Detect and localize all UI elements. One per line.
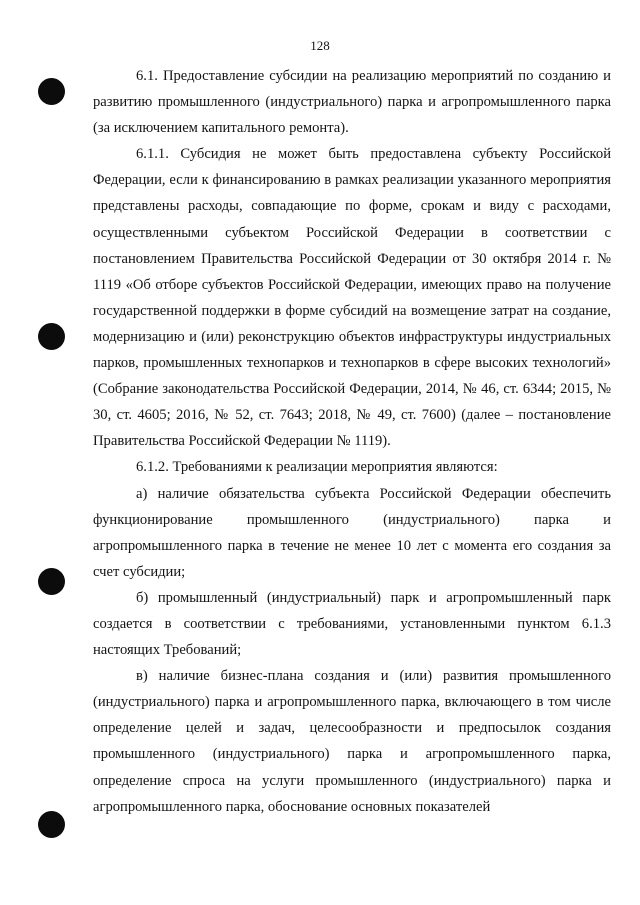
punch-hole: [38, 323, 65, 350]
paragraph-item-a: а) наличие обязательства субъекта Российской Федерации обеспечить функционирование промышленного (индустриального) парка и агропромышленного парка в течение не менее 10 лет с момента его создания за счет субсидии;: [93, 485, 611, 580]
punch-hole: [38, 78, 65, 105]
punch-hole: [38, 811, 65, 838]
paragraph-item-b: б) промышленный (индустриальный) парк и агропромышленный парк создается в соответствии с требованиями, установленными пунктом 6.1.3 настоящих Требований;: [93, 589, 611, 659]
document-body: [93, 63, 611, 820]
punch-hole: [38, 568, 65, 595]
paragraph-item-v: в) наличие бизнес-плана создания и (или) развития промышленного (индустриального) парка и агропромышленного парка, включающего в том числе определение целей и задач, целесообразности и предпосылок создания промышленного (индустриального) парка и агропромышленного парка, определение спроса на услуги промышленного (индустриального) парка и агропромышленного парка, обоснование основных показателей: [93, 668, 611, 815]
page-number: 128: [310, 38, 330, 53]
paragraph-6-1-1: 6.1.1. Субсидия не может быть предоставлена субъекту Российской Федерации, если к финансированию в рамках реализации указанного мероприятия представлены расходы, совпадающие по форме, срокам и виду с расходами, осуществленными субъектом Российской Федерации в соответствии с постановлением Правительства Российской Федерации от 30 октября 2014 г. № 1119 «Об отборе субъектов Российской Федерации, имеющих право на получение государственной поддержки в форме субсидий на возмещение затрат на создание, модернизацию и (или) реконструкцию объектов инфраструктуры индустриальных парков, промышленных технопарков и технопарков в сфере высоких технологий» (Собрание законодательства Российской Федерации, 2014, № 46, ст. 6344; 2015, № 30, ст. 4605; 2016, № 52, ст. 7643; 2018, № 49, ст. 7600) (далее – постановление Правительства Российской Федерации № 1119).: [93, 146, 611, 450]
paragraph-6-1-2: 6.1.2. Требованиями к реализации мероприятия являются:: [136, 459, 498, 476]
paragraph-6-1: 6.1. Предоставление субсидии на реализацию мероприятий по созданию и развитию промышленного (индустриального) парка и агропромышленного парка (за исключением капитального ремонта).: [93, 68, 611, 137]
